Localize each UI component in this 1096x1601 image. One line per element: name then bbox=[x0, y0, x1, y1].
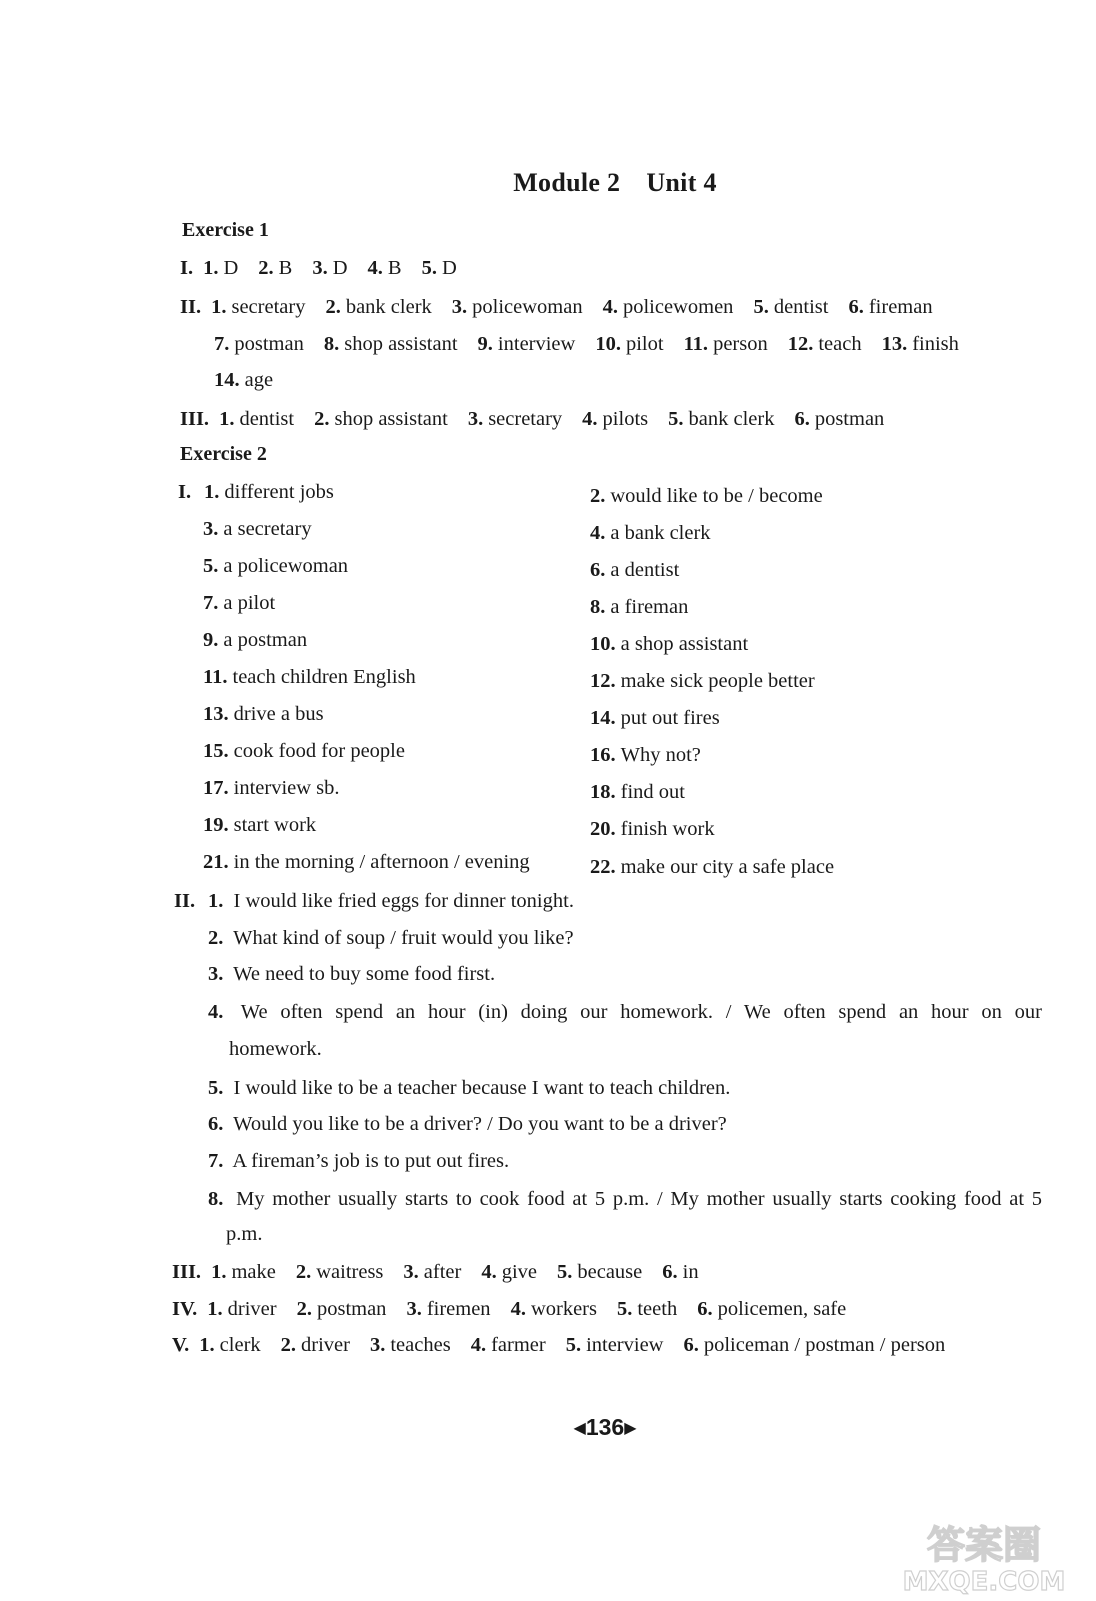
sentence-answer bbox=[208, 1114, 727, 1135]
item-number: 5. bbox=[565, 1334, 582, 1356]
item-number: 10. bbox=[595, 333, 621, 355]
item-answer: We need to buy some food first. bbox=[233, 963, 496, 985]
item-answer: D bbox=[223, 257, 239, 279]
answer-item bbox=[406, 1298, 490, 1320]
answer-item bbox=[557, 1261, 642, 1283]
item-answer: postman bbox=[814, 408, 885, 430]
item-number: 6. bbox=[697, 1298, 713, 1320]
ex2-section-III bbox=[172, 1262, 699, 1283]
item-number: 7. bbox=[208, 1150, 224, 1172]
item-number: 14. bbox=[590, 707, 616, 729]
item-answer: driver bbox=[301, 1334, 350, 1356]
item-number: 7. bbox=[203, 592, 219, 614]
item-number: 5. bbox=[668, 408, 684, 430]
item-answer: a policewoman bbox=[223, 555, 349, 577]
sentence-answer bbox=[208, 891, 574, 912]
item-number: 20. bbox=[590, 818, 616, 840]
item-answer: make bbox=[231, 1261, 276, 1283]
answer-item bbox=[683, 1334, 945, 1356]
item-number: 8. bbox=[590, 596, 606, 618]
item-answer: in the morning / afternoon / evening bbox=[233, 851, 530, 873]
item-answer: teach bbox=[818, 333, 862, 355]
item-number: 4. bbox=[470, 1334, 487, 1356]
item-answer: give bbox=[501, 1261, 537, 1283]
item-answer: waitress bbox=[316, 1261, 384, 1283]
item-answer: D bbox=[441, 257, 457, 279]
ex1-section-II-row1 bbox=[180, 297, 933, 318]
item-number: 18. bbox=[590, 781, 616, 803]
item-number: 22. bbox=[590, 856, 616, 878]
item-answer: make sick people better bbox=[620, 670, 815, 692]
item-number: 17. bbox=[203, 777, 229, 799]
answer-item bbox=[471, 1334, 546, 1356]
ex1-section-III bbox=[180, 409, 884, 430]
item-answer: What kind of soup / fruit would you like? bbox=[233, 927, 574, 949]
sentence-answer bbox=[208, 964, 495, 985]
item-answer: pilot bbox=[625, 333, 664, 355]
roman-numeral: III. bbox=[172, 1261, 202, 1283]
item-number: 6. bbox=[208, 1113, 224, 1135]
page-number-value: 136 bbox=[585, 1414, 625, 1440]
item-number: 1. bbox=[207, 1298, 223, 1320]
ex1-section-I bbox=[180, 258, 457, 279]
list-item bbox=[590, 634, 748, 655]
list-item bbox=[203, 556, 348, 577]
list-item bbox=[590, 523, 711, 544]
item-number: 9. bbox=[203, 629, 219, 651]
answer-item bbox=[214, 333, 304, 355]
item-answer: policewoman bbox=[472, 296, 583, 318]
item-answer: drive a bus bbox=[233, 703, 324, 725]
item-answer: secretary bbox=[231, 296, 306, 318]
item-number: 6. bbox=[794, 408, 810, 430]
answer-item bbox=[422, 257, 457, 279]
item-number: 2. bbox=[325, 296, 341, 318]
item-number: 2. bbox=[296, 1298, 312, 1320]
item-number: 15. bbox=[203, 740, 229, 762]
item-answer: I would like fried eggs for dinner tonight. bbox=[233, 890, 574, 912]
item-answer: secretary bbox=[488, 408, 563, 430]
item-answer: D bbox=[332, 257, 348, 279]
item-number: 2. bbox=[208, 927, 224, 949]
exercise-1-heading: Exercise 1 bbox=[182, 219, 269, 241]
answer-item bbox=[219, 408, 294, 430]
item-answer: We often spend an hour (in) doing our homework. / We often spend an hour on our bbox=[240, 1001, 1042, 1023]
answer-item bbox=[207, 1298, 276, 1320]
answer-item bbox=[882, 333, 959, 355]
list-item bbox=[590, 597, 688, 618]
item-number: 1. bbox=[219, 408, 235, 430]
item-answer: teaches bbox=[390, 1334, 451, 1356]
item-answer: a secretary bbox=[223, 518, 312, 540]
sentence-answer bbox=[208, 1078, 730, 1099]
item-answer: finish work bbox=[620, 818, 715, 840]
answer-item bbox=[211, 296, 305, 318]
item-answer: put out fires bbox=[620, 707, 720, 729]
continuation-text: p.m. bbox=[226, 1223, 263, 1245]
list-item bbox=[203, 815, 316, 836]
item-answer: My mother usually starts to cook food at 5 p.m. / My mother usually starts cooking food at 5 bbox=[236, 1188, 1042, 1210]
item-number: 16. bbox=[590, 744, 616, 766]
item-answer: person bbox=[713, 333, 768, 355]
answer-item bbox=[403, 1261, 461, 1283]
item-number: 4. bbox=[602, 296, 618, 318]
item-answer: find out bbox=[620, 781, 685, 803]
answer-item bbox=[203, 257, 238, 279]
item-answer: cook food for people bbox=[233, 740, 405, 762]
left-triangle-icon: ◀ bbox=[573, 1420, 586, 1437]
item-number: 12. bbox=[590, 670, 616, 692]
answer-item bbox=[214, 369, 273, 391]
answer-item bbox=[296, 1261, 384, 1283]
item-number: 6. bbox=[662, 1261, 678, 1283]
item-number: 4. bbox=[590, 522, 606, 544]
list-item bbox=[203, 593, 275, 614]
item-answer: start work bbox=[233, 814, 317, 836]
item-answer: teach children English bbox=[232, 666, 416, 688]
list-item bbox=[203, 630, 307, 651]
sentence-continuation bbox=[229, 1039, 322, 1060]
item-number: 7. bbox=[214, 333, 230, 355]
item-number: 4. bbox=[208, 1001, 224, 1023]
answer-item bbox=[684, 333, 768, 355]
item-answer: fireman bbox=[868, 296, 933, 318]
answer-item bbox=[211, 1261, 276, 1283]
item-answer: policewomen bbox=[622, 296, 734, 318]
item-answer: shop assistant bbox=[344, 333, 458, 355]
item-answer: pilots bbox=[602, 408, 649, 430]
item-answer: make our city a safe place bbox=[620, 856, 835, 878]
item-number: 1. bbox=[211, 296, 227, 318]
item-number: 6. bbox=[848, 296, 864, 318]
ex1-section-II-row2 bbox=[214, 334, 959, 355]
sentence-answer bbox=[208, 928, 574, 949]
item-number: 5. bbox=[421, 257, 437, 279]
answer-item bbox=[595, 333, 663, 355]
roman-label bbox=[178, 482, 201, 503]
item-answer: dentist bbox=[773, 296, 829, 318]
sentence-answer bbox=[208, 1189, 1042, 1210]
item-answer: postman bbox=[234, 333, 304, 355]
item-answer: after bbox=[423, 1261, 462, 1283]
item-answer: bank clerk bbox=[345, 296, 432, 318]
item-answer: policeman / postman / person bbox=[703, 1334, 946, 1356]
answer-item bbox=[511, 1298, 597, 1320]
item-answer: Would you like to be a driver? / Do you want to be a driver? bbox=[233, 1113, 727, 1135]
roman-numeral: II. bbox=[174, 890, 196, 912]
item-number: 2. bbox=[314, 408, 330, 430]
item-answer: a postman bbox=[223, 629, 308, 651]
roman-numeral: I. bbox=[178, 481, 192, 503]
item-number: 5. bbox=[753, 296, 769, 318]
list-item bbox=[590, 708, 720, 729]
module-label: Module 2 bbox=[513, 168, 621, 197]
item-number: 1. bbox=[199, 1334, 215, 1356]
item-number: 2. bbox=[280, 1334, 297, 1356]
list-item bbox=[203, 852, 530, 873]
answer-item bbox=[662, 1261, 698, 1283]
answer-item bbox=[370, 1334, 451, 1356]
item-answer: different jobs bbox=[224, 481, 334, 503]
ex2-section-V bbox=[172, 1335, 945, 1356]
watermark-top-text: 答案圈 bbox=[926, 1523, 1042, 1567]
roman-numeral: I. bbox=[180, 257, 194, 279]
item-number: 11. bbox=[203, 666, 228, 688]
watermark-logo bbox=[884, 1516, 1084, 1596]
roman-numeral: III. bbox=[180, 408, 210, 430]
item-answer: dentist bbox=[239, 408, 295, 430]
list-item bbox=[590, 560, 679, 581]
unit-label: Unit 4 bbox=[646, 168, 717, 197]
item-answer: a dentist bbox=[610, 559, 680, 581]
answer-item bbox=[697, 1298, 846, 1320]
item-number: 1. bbox=[208, 890, 224, 912]
item-answer: a shop assistant bbox=[620, 633, 749, 655]
item-answer: I would like to be a teacher because I want to teach children. bbox=[233, 1077, 731, 1099]
item-answer: age bbox=[244, 369, 274, 391]
answer-item bbox=[753, 296, 828, 318]
item-number: 4. bbox=[510, 1298, 526, 1320]
list-item bbox=[590, 671, 815, 692]
answer-item bbox=[481, 1261, 537, 1283]
item-answer: interview sb. bbox=[233, 777, 340, 799]
item-number: 11. bbox=[683, 333, 709, 355]
answer-item bbox=[668, 408, 774, 430]
answer-item bbox=[368, 257, 402, 279]
answer-item bbox=[312, 257, 347, 279]
item-number: 9. bbox=[477, 333, 493, 355]
item-number: 13. bbox=[881, 333, 908, 355]
list-item bbox=[203, 741, 405, 762]
list-item bbox=[590, 745, 701, 766]
item-number: 2. bbox=[258, 257, 274, 279]
item-answer: postman bbox=[316, 1298, 387, 1320]
item-number: 3. bbox=[451, 296, 468, 318]
answer-item bbox=[848, 296, 932, 318]
item-number: 5. bbox=[203, 555, 219, 577]
answer-item bbox=[794, 408, 884, 430]
item-number: 21. bbox=[203, 851, 229, 873]
answer-item bbox=[452, 296, 583, 318]
item-number: 6. bbox=[683, 1334, 699, 1356]
item-number: 1. bbox=[204, 481, 220, 503]
item-number: 3. bbox=[467, 408, 484, 430]
roman-label bbox=[174, 891, 205, 912]
item-answer: teeth bbox=[637, 1298, 678, 1320]
list-item bbox=[590, 857, 834, 878]
exercise-2-heading: Exercise 2 bbox=[180, 443, 267, 465]
item-answer: policemen, safe bbox=[717, 1298, 847, 1320]
continuation-text: homework. bbox=[229, 1038, 322, 1060]
list-item bbox=[203, 778, 340, 799]
item-number: 4. bbox=[481, 1261, 497, 1283]
item-number: 3. bbox=[403, 1261, 419, 1283]
page-title bbox=[0, 168, 1096, 198]
roman-numeral: II. bbox=[180, 296, 202, 318]
item-answer: a pilot bbox=[223, 592, 276, 614]
item-number: 4. bbox=[367, 257, 383, 279]
item-number: 8. bbox=[208, 1188, 224, 1210]
answer-item bbox=[478, 333, 576, 355]
answer-item bbox=[468, 408, 562, 430]
item-answer: B bbox=[387, 257, 402, 279]
item-number: 5. bbox=[208, 1077, 224, 1099]
watermark-icon bbox=[884, 1516, 1084, 1596]
item-answer: bank clerk bbox=[688, 408, 775, 430]
list-item bbox=[203, 667, 416, 688]
answer-item bbox=[258, 257, 292, 279]
item-answer: a fireman bbox=[610, 596, 689, 618]
item-number: 3. bbox=[406, 1298, 422, 1320]
item-number: 6. bbox=[590, 559, 606, 581]
answer-item bbox=[603, 296, 734, 318]
item-answer: A fireman’s job is to put out fires. bbox=[232, 1150, 510, 1172]
item-number: 5. bbox=[616, 1298, 633, 1320]
answer-item bbox=[582, 408, 648, 430]
item-number: 1. bbox=[203, 257, 219, 279]
list-item bbox=[590, 486, 823, 507]
item-answer: farmer bbox=[491, 1334, 546, 1356]
item-answer: in bbox=[682, 1261, 699, 1283]
item-answer: firemen bbox=[426, 1298, 491, 1320]
answer-item bbox=[314, 408, 448, 430]
answer-item bbox=[617, 1298, 677, 1320]
answer-item bbox=[199, 1334, 260, 1356]
roman-numeral: V. bbox=[172, 1334, 190, 1356]
item-answer: shop assistant bbox=[334, 408, 448, 430]
item-number: 8. bbox=[323, 333, 340, 355]
item-number: 3. bbox=[369, 1334, 386, 1356]
item-number: 2. bbox=[295, 1261, 312, 1283]
item-answer: Why not? bbox=[620, 744, 701, 766]
watermark-bottom-text: MXQE.COM bbox=[902, 1567, 1066, 1596]
item-number: 14. bbox=[214, 369, 240, 391]
list-item bbox=[203, 519, 312, 540]
item-number: 5. bbox=[557, 1261, 573, 1283]
item-number: 3. bbox=[208, 963, 224, 985]
item-answer: driver bbox=[227, 1298, 277, 1320]
list-item bbox=[204, 482, 334, 503]
answer-item bbox=[325, 296, 431, 318]
ex2-section-IV bbox=[172, 1299, 846, 1320]
list-item bbox=[203, 704, 324, 725]
ex1-section-II-row3 bbox=[214, 370, 273, 391]
item-answer: workers bbox=[530, 1298, 597, 1320]
item-answer: clerk bbox=[219, 1334, 261, 1356]
answer-item bbox=[566, 1334, 664, 1356]
sentence-answer bbox=[208, 1002, 1042, 1023]
item-number: 19. bbox=[203, 814, 229, 836]
item-answer: finish bbox=[912, 333, 959, 355]
item-number: 4. bbox=[582, 408, 598, 430]
item-answer: a bank clerk bbox=[610, 522, 711, 544]
item-number: 3. bbox=[312, 257, 328, 279]
list-item bbox=[590, 782, 685, 803]
answer-item bbox=[297, 1298, 387, 1320]
item-answer: interview bbox=[586, 1334, 664, 1356]
item-answer: B bbox=[278, 257, 293, 279]
item-number: 10. bbox=[590, 633, 616, 655]
item-answer: would like to be / become bbox=[610, 485, 823, 507]
item-number: 3. bbox=[203, 518, 219, 540]
roman-numeral: IV. bbox=[172, 1298, 198, 1320]
list-item bbox=[590, 819, 715, 840]
sentence-answer bbox=[208, 1151, 509, 1172]
item-answer: interview bbox=[497, 333, 576, 355]
answer-item bbox=[281, 1334, 350, 1356]
item-number: 13. bbox=[203, 703, 229, 725]
item-number: 12. bbox=[787, 333, 814, 355]
sentence-continuation bbox=[226, 1224, 262, 1245]
item-number: 2. bbox=[590, 485, 606, 507]
page-number bbox=[0, 1414, 1096, 1441]
answer-item bbox=[788, 333, 862, 355]
answer-item bbox=[324, 333, 458, 355]
item-answer: because bbox=[577, 1261, 643, 1283]
right-triangle-icon: ▶ bbox=[624, 1420, 637, 1437]
item-number: 1. bbox=[211, 1261, 227, 1283]
